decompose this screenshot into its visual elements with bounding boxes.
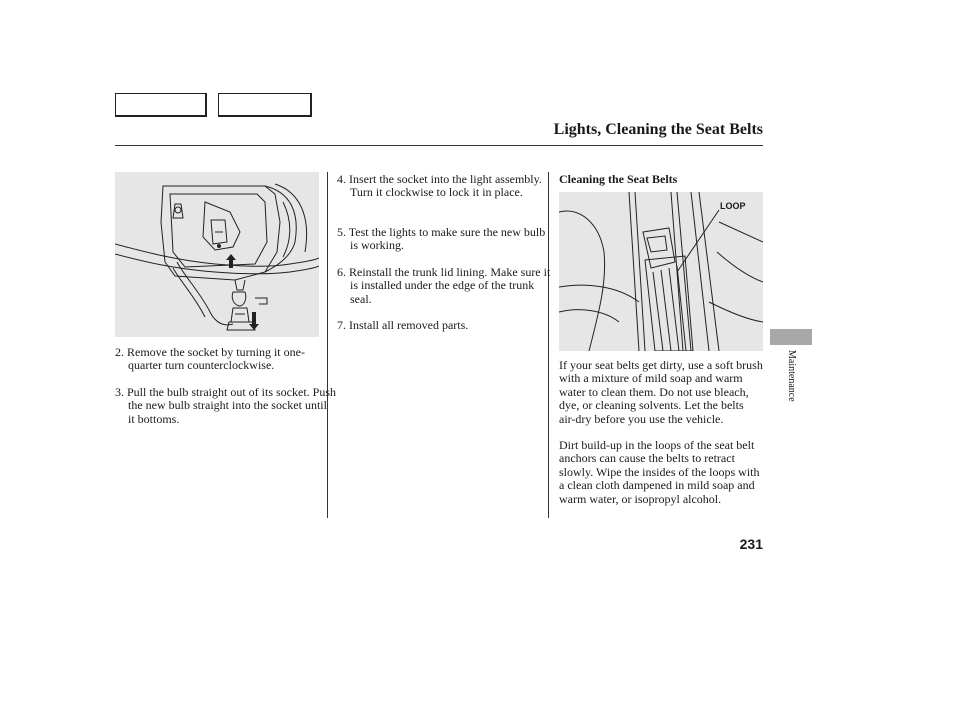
step-2: 2. Remove the socket by turning it one-quarter turn counterclockwise. <box>115 345 305 373</box>
page-title: Lights, Cleaning the Seat Belts <box>553 121 763 138</box>
bulb-socket-illustration <box>115 172 319 337</box>
page-number: 231 <box>739 536 763 552</box>
step-5: 5. Test the lights to make sure the new bulb is working. <box>337 225 546 253</box>
cleaning-paragraph-1: If your seat belts get dirty, use a soft brush with a mixture of mild soap and warm water to clean them. Do not use bleach, dye, or cleaning solvents. Let the belts air-dry before you use the vehicle. <box>559 358 763 426</box>
step-7: 7. Install all removed parts. <box>337 318 469 332</box>
bulb-socket-figure <box>115 172 319 337</box>
seat-belt-illustration <box>559 192 763 351</box>
column-divider-2 <box>548 172 549 518</box>
column-divider-1 <box>327 172 328 518</box>
loop-callout-label: LOOP <box>720 201 746 211</box>
section-tab[interactable] <box>770 329 812 345</box>
cleaning-paragraph-2: Dirt build-up in the loops of the seat belt anchors can cause the belts to retract slowly. Wipe the insides of the loops with a clean cloth dampened in mild soap and warm water, or isopropyl alcohol. <box>559 438 760 506</box>
seat-belt-figure <box>559 192 763 351</box>
step-3: 3. Pull the bulb straight out of its socket. Push the new bulb straight into the socket until it bottoms. <box>115 385 336 426</box>
header-rule <box>115 145 763 146</box>
nav-button-1[interactable] <box>115 93 207 117</box>
section-label: Maintenance <box>786 350 797 402</box>
step-4: 4. Insert the socket into the light assembly. Turn it clockwise to lock it in place. <box>337 172 542 200</box>
step-6: 6. Reinstall the trunk lid lining. Make sure it is installed under the edge of the trunk seal. <box>337 265 551 306</box>
nav-button-2[interactable] <box>218 93 312 117</box>
section-heading: Cleaning the Seat Belts <box>559 172 678 186</box>
